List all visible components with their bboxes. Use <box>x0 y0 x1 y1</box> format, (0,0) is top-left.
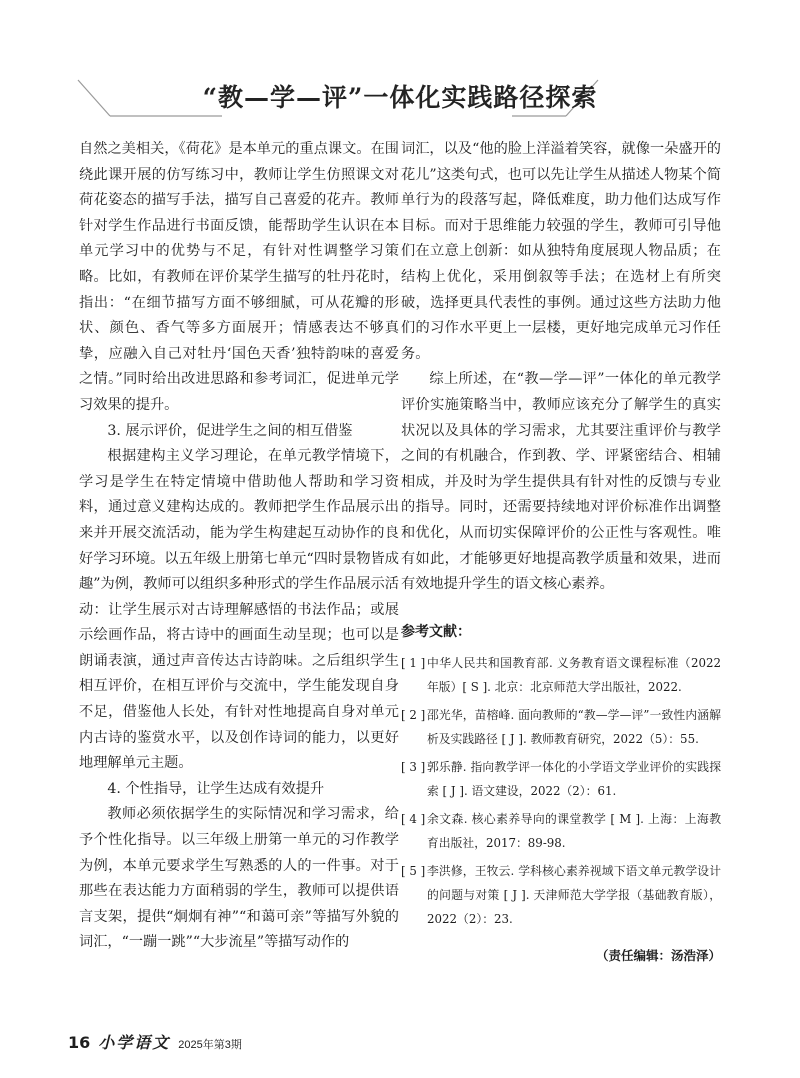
paragraph: 自然之美相关，《荷花》是本单元的重点课文。在围绕此课开展的仿写练习中，教师让学生仿照课文对荷花姿态的描写手法，描写自己喜爱的花卉。教师针对学生作品进行书面反馈，能帮助学生认识在本单元学习中的优势与不足，有针对性调整学习策略。比如，有教师在评价某学生描写的牡丹花时，指出：“在细节描写方面不够细腻，可从花瓣的形状、颜色、香气等多方面展开；情感表达不够真挚，应融入自己对牡丹‘国色天香’独特韵味的喜爱之情。”同时给出改进思路和参考词汇，促进单元学习效果的提升。 <box>79 141 399 413</box>
page-number: 16 <box>68 1033 91 1052</box>
section-heading: 3. 展示评价，促进学生之间的相互借鉴 <box>107 422 353 439</box>
reference-number: [ 4 ] <box>401 812 426 827</box>
editor-note: （责任编辑：汤浩泽） <box>595 948 721 964</box>
right-column <box>401 137 721 969</box>
reference-text: 余文森. 核心素养导向的课堂教学 [ M ]. 上海：上海教育出版社，2017：89-98. <box>427 812 721 851</box>
reference-item <box>401 859 721 931</box>
page-footer <box>68 1030 242 1050</box>
paragraph: 根据建构主义学习理论，在单元教学情境下，学习是学生在特定情境中借助他人帮助和学习资料，通过意义建构达成的。教师把学生作品展示出来并开展交流活动，能为学生构建起互动协作的良好学习环境。以五年级上册第七单元“四时景物皆成趣”为例，教师可以组织多种形式的学生作品展示活动：让学生展示对古诗理解感悟的书法作品；或展示绘画作品，将古诗中的画面生动呈现；也可以是朗诵表演，通过声音传达古诗韵味。之后组织学生相互评价，在相互评价与交流中，学生能发现自身不足，借鉴他人长处，有针对性地提高自身对单元内古诗的鉴赏水平，以及创作诗词的能力，以更好地理解单元主题。 <box>79 448 399 772</box>
references-list <box>401 651 721 931</box>
reference-number: [ 5 ] <box>401 864 426 879</box>
reference-text: 中华人民共和国教育部. 义务教育语文课程标准（2022年版）[ S ]. 北京：北京师范大学出版社，2022. <box>427 656 721 695</box>
references-title: 参考文献： <box>401 623 471 640</box>
page-header <box>0 60 800 130</box>
reference-number: [ 1 ] <box>401 656 426 671</box>
reference-item <box>401 703 721 751</box>
reference-number: [ 2 ] <box>401 708 426 723</box>
left-column <box>79 137 399 956</box>
reference-item <box>401 807 721 855</box>
reference-item <box>401 755 721 803</box>
reference-text: 邵光华，苗榕峰. 面向教师的“教—学—评”一致性内涵解析及实践路径 [ J ]. 教师教育研究，2022（5）：55. <box>427 708 721 747</box>
paragraph: 词汇，以及“他的脸上洋溢着笑容，就像一朵盛开的花儿”这类句式，也可以先让学生从描述人物某个简单行为的段落写起，降低难度，助力他们达成写作目标。而对于思维能力较强的学生，教师可引导他们在立意上创新：如从独特角度展现人物品质；在结构上优化，采用倒叙等手法；在选材上有所突破，选择更具代表性的事例。通过这些方法助力他们的习作水平更上一层楼，更好地完成单元习作任务。 <box>401 141 721 362</box>
right-paragraphs <box>401 137 721 598</box>
issue-label: 2025年第3期 <box>178 1039 242 1051</box>
paragraph: 教师必须依据学生的实际情况和学习需求，给予个性化指导。以三年级上册第一单元的习作教学为例，本单元要求学生写熟悉的人的一件事。对于那些在表达能力方面稍弱的学生，教师可以提供语言支架，提供“炯炯有神”“和蔼可亲”等描写外貌的词汇，“一蹦一跳”“大步流星”等描写动作的 <box>79 806 399 951</box>
reference-number: [ 3 ] <box>401 760 426 775</box>
reference-text: 郭乐静. 指向教学评一体化的小学语文学业评价的实践探索 [ J ]. 语文建设，2022（2）：61. <box>427 760 721 799</box>
section-heading: 4. 个性指导，让学生达成有效提升 <box>107 780 325 797</box>
header-title: “教—学—评”一体化实践路径探索 <box>202 83 598 112</box>
journal-name: 小学语文 <box>98 1033 171 1052</box>
reference-text: 李洪修，王牧云. 学科核心素养视域下语文单元教学设计的问题与对策 [ J ]. 天津师范大学学报（基础教育版），2022（2）：23. <box>427 864 721 927</box>
paragraph: 综上所述，在“教—学—评”一体化的单元教学评价实施策略当中，教师应该充分了解学生的真实状况以及具体的学习需求，尤其要注重评价与教学之间的有机融合，作到教、学、评紧密结合、相辅相成，并及时为学生提供具有针对性的反馈与专业的指导。同时，还需要持续地对评价标准作出调整和优化，从而切实保障评价的公正性与客观性。唯有如此，才能够更好地提高教学质量和效果，进而有效地提升学生的语文核心素养。 <box>401 371 721 593</box>
reference-item <box>401 651 721 699</box>
